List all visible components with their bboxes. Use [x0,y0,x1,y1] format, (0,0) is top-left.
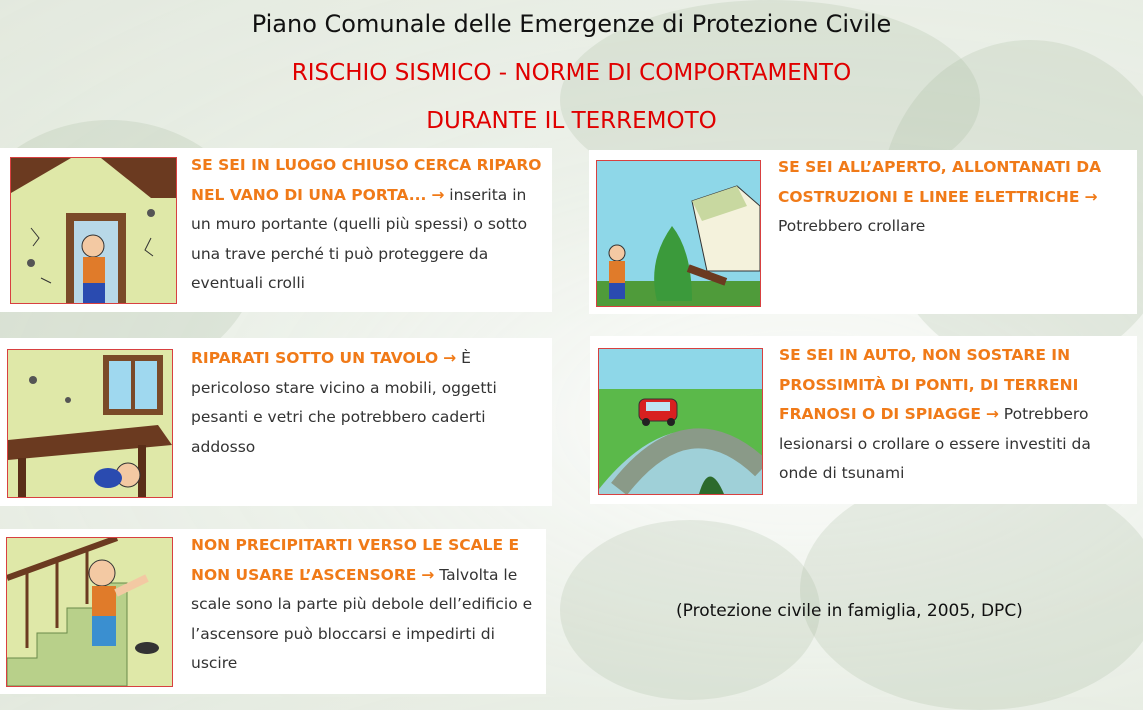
card-body: È pericoloso stare vicino a mobili, oggetti pesanti e vetri che potrebbero caderti addosso [191,349,497,456]
arrow-right-icon: → [431,185,445,204]
card-text [191,151,546,299]
stairs-illustration [6,537,173,687]
card-body: Potrebbero lesionarsi o crollare o essere investiti da onde di tsunami [779,405,1091,482]
card-outdoor [589,150,1137,314]
card-text [191,531,541,679]
arrow-right-icon: → [421,565,435,584]
arrow-right-icon: → [1084,187,1098,206]
card-text [778,153,1130,242]
card-doorway [0,148,552,312]
page-subtitle: RISCHIO SISMICO - NORME DI COMPORTAMENTO [291,60,852,86]
card-body: Potrebbero crollare [778,217,926,235]
card-body: inserita in un muro portante (quelli più spessi) o sotto una trave perché ti può proteggere da eventuali crolli [191,185,528,292]
card-text [779,341,1131,489]
card-heading: SE SEI IN AUTO, NON SOSTARE IN PROSSIMITÀ DI PONTI, DI TERRENI FRANOSI O DI SPIAGGE [779,346,1079,423]
car-bridge-illustration [598,348,763,495]
card-body: Talvolta le scale sono la parte più debole dell’edificio e l’ascensore può bloccarsi e impedirti di uscire [191,565,533,672]
card-table [0,338,552,506]
doorway-shelter-illustration [10,157,177,304]
page-subtitle-2: DURANTE IL TERREMOTO [426,108,717,134]
card-car [590,336,1137,504]
arrow-right-icon: → [443,349,457,367]
card-heading: NON PRECIPITARTI VERSO LE SCALE E NON USARE L’ASCENSORE [191,536,520,584]
card-heading: SE SEI IN LUOGO CHIUSO CERCA RIPARO NEL VANO DI UNA PORTA... [191,156,542,204]
arrow-right-icon: → [985,405,999,423]
outdoor-house-illustration [596,160,761,307]
citation: (Protezione civile in famiglia, 2005, DPC) [676,601,1023,621]
card-heading: SE SEI ALL’APERTO, ALLONTANATI DA COSTRUZIONI E LINEE ELETTRICHE [778,158,1102,206]
page-title: Piano Comunale delle Emergenze di Protezione Civile [251,10,892,38]
card-heading: RIPARATI SOTTO UN TAVOLO [191,349,439,367]
under-table-illustration [7,349,173,498]
card-text [191,344,546,462]
card-stairs [0,529,546,694]
